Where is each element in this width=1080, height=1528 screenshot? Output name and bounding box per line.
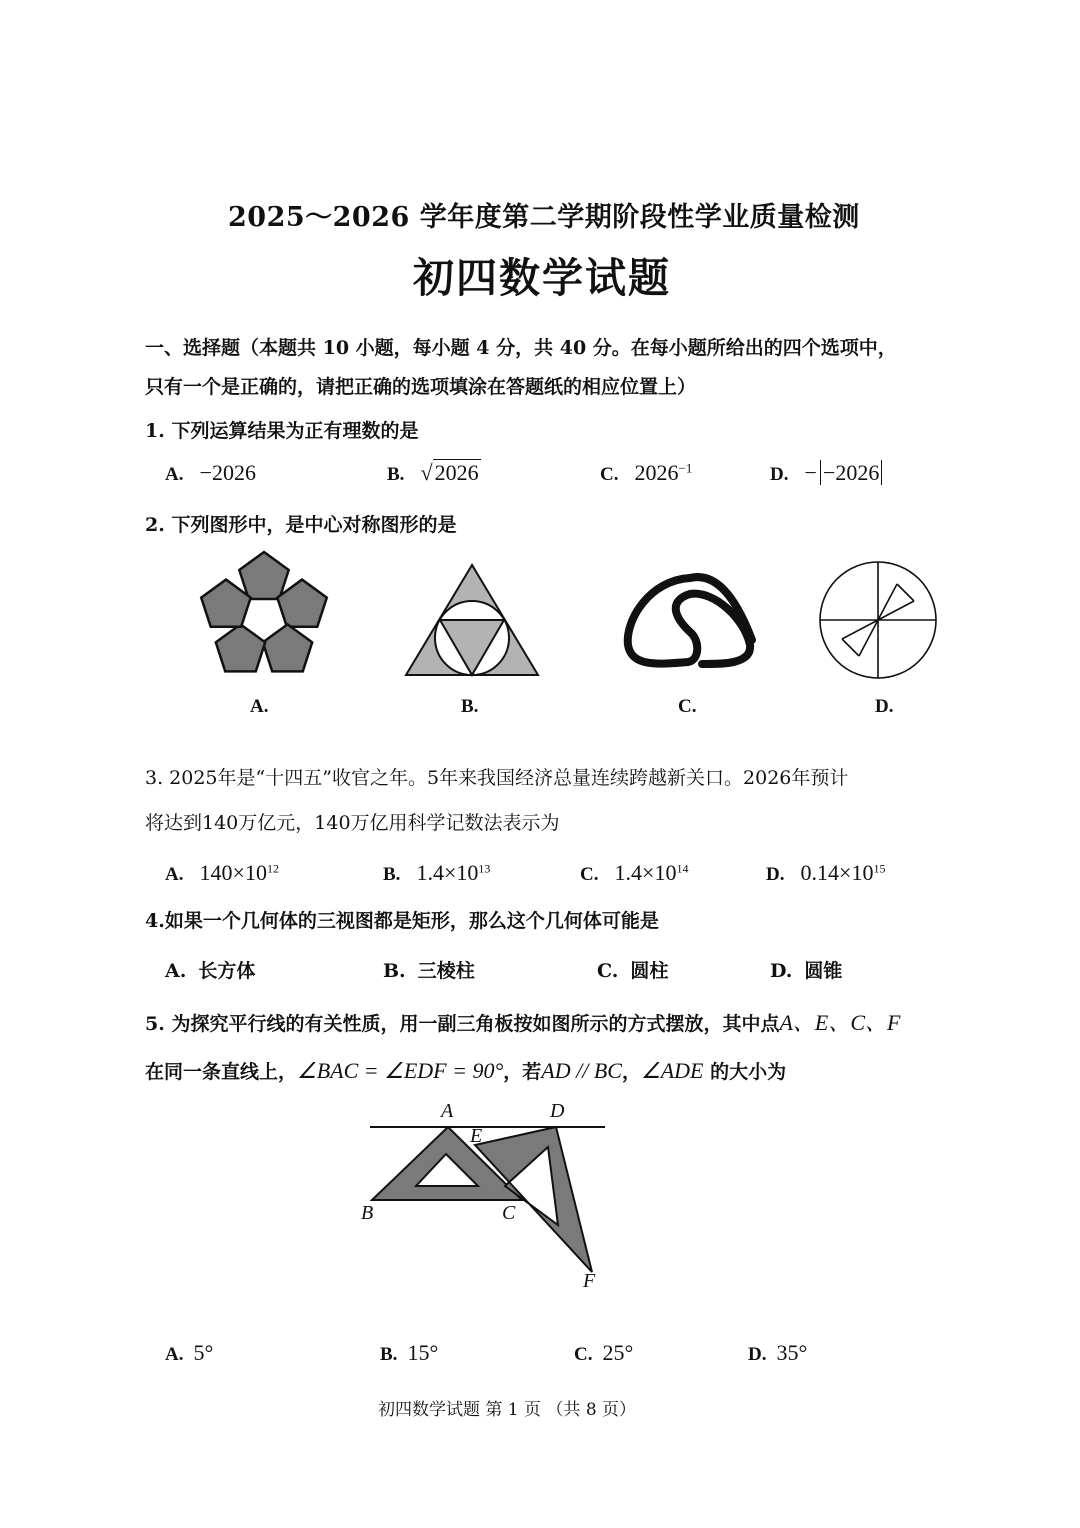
option-label: B. [383, 864, 401, 885]
option-exponent: 12 [266, 861, 279, 876]
q5-option-a [165, 1340, 213, 1366]
option-text: 圆锥 [804, 960, 843, 982]
option-base: 2026 [634, 460, 679, 485]
option-value: −2026 [199, 460, 256, 485]
option-label: B. [383, 960, 406, 982]
exam-title-line2: 初四数学试题 [413, 254, 671, 302]
question-4-stem: 4.如果一个几何体的三视图都是矩形，那么这个几何体可能是 [145, 910, 659, 932]
question-3-stem-line1: 3. 2025年是“十四五”收官之年。5年来我国经济总量连续跨越新关口。2026年预计 [145, 767, 849, 789]
point-c-label: C [502, 1202, 516, 1224]
option-value: 35° [776, 1340, 808, 1365]
q5-option-d [748, 1340, 807, 1366]
section-instruction-line1: 一、选择题（本题共 10 小题，每小题 4 分，共 40 分。在每小题所给出的四个选项中， [145, 337, 897, 359]
option-label: C. [574, 1344, 593, 1365]
option-exponent: 15 [873, 861, 886, 876]
page-footer: 初四数学试题 第 1 页 （共 8 页） [378, 1400, 637, 1420]
question-1-stem: 1. 下列运算结果为正有理数的是 [145, 420, 419, 442]
option-text: 三棱柱 [417, 960, 475, 982]
option-exponent: 13 [478, 861, 491, 876]
option-label: D. [770, 464, 789, 485]
stem-text-a: 在同一条直线上， [145, 1061, 298, 1083]
q2-label-d: D. [875, 696, 894, 717]
stem-text-d: 的大小为 [703, 1061, 787, 1083]
point-e-label: E [470, 1125, 483, 1147]
option-exponent: −1 [678, 460, 693, 476]
option-mantissa: 0.14×10 [800, 860, 874, 885]
point-f-label: F [583, 1270, 596, 1292]
option-mantissa: 1.4×10 [614, 860, 677, 885]
option-label: A. [165, 960, 187, 982]
section-instruction-line2: 只有一个是正确的，请把正确的选项填涂在答题纸的相应位置上） [145, 376, 697, 398]
stem-parallel: AD // BC [541, 1058, 622, 1083]
option-label: D. [748, 1344, 767, 1365]
option-prefix: − [804, 460, 817, 485]
option-label: B. [387, 464, 405, 485]
option-label: C. [600, 464, 619, 485]
option-label: B. [380, 1344, 398, 1365]
option-mantissa: 140×10 [199, 860, 267, 885]
stem-angle: ∠ADE [640, 1058, 704, 1083]
q5-option-b [380, 1340, 438, 1366]
option-label: A. [165, 864, 184, 885]
stem-text-c: ， [621, 1061, 641, 1083]
option-text: 长方体 [198, 960, 256, 982]
point-a-label: A [441, 1100, 454, 1122]
stem-text: 5. 为探究平行线的有关性质，用一副三角板按如图所示的方式摆放，其中点 [145, 1013, 780, 1035]
option-exponent: 14 [676, 861, 689, 876]
option-label: A. [165, 464, 184, 485]
option-mantissa: 1.4×10 [416, 860, 479, 885]
option-value: 15° [407, 1340, 439, 1365]
option-value: 2026 [434, 460, 479, 485]
q2-label-b: B. [461, 696, 479, 717]
q2-label-c: C. [678, 696, 697, 717]
option-label: C. [580, 864, 599, 885]
point-d-label: D [550, 1100, 565, 1122]
exam-title-line1: 2025～2026 学年度第二学期阶段性学业质量检测 [228, 202, 860, 233]
option-value: 5° [193, 1340, 214, 1365]
option-label: A. [165, 1344, 184, 1365]
stem-angle-equation: ∠BAC = ∠EDF = 90° [297, 1058, 504, 1083]
option-value: −2026 [820, 460, 882, 485]
question-2-stem: 2. 下列图形中，是中心对称图形的是 [145, 514, 457, 536]
option-label: D. [770, 960, 793, 982]
sqrt-icon: √ [420, 460, 433, 485]
option-text: 圆柱 [630, 960, 669, 982]
option-value: 25° [602, 1340, 634, 1365]
option-label: D. [766, 864, 785, 885]
stem-text-b: ，若 [503, 1061, 542, 1083]
q2-label-a: A. [250, 696, 269, 717]
question-3-stem-line2: 将达到140万亿元，140万亿用科学记数法表示为 [145, 812, 560, 834]
point-b-label: B [361, 1202, 374, 1224]
q5-option-c [574, 1340, 633, 1366]
option-label: C. [597, 960, 619, 982]
stem-points: A、E、C、F [779, 1010, 901, 1035]
